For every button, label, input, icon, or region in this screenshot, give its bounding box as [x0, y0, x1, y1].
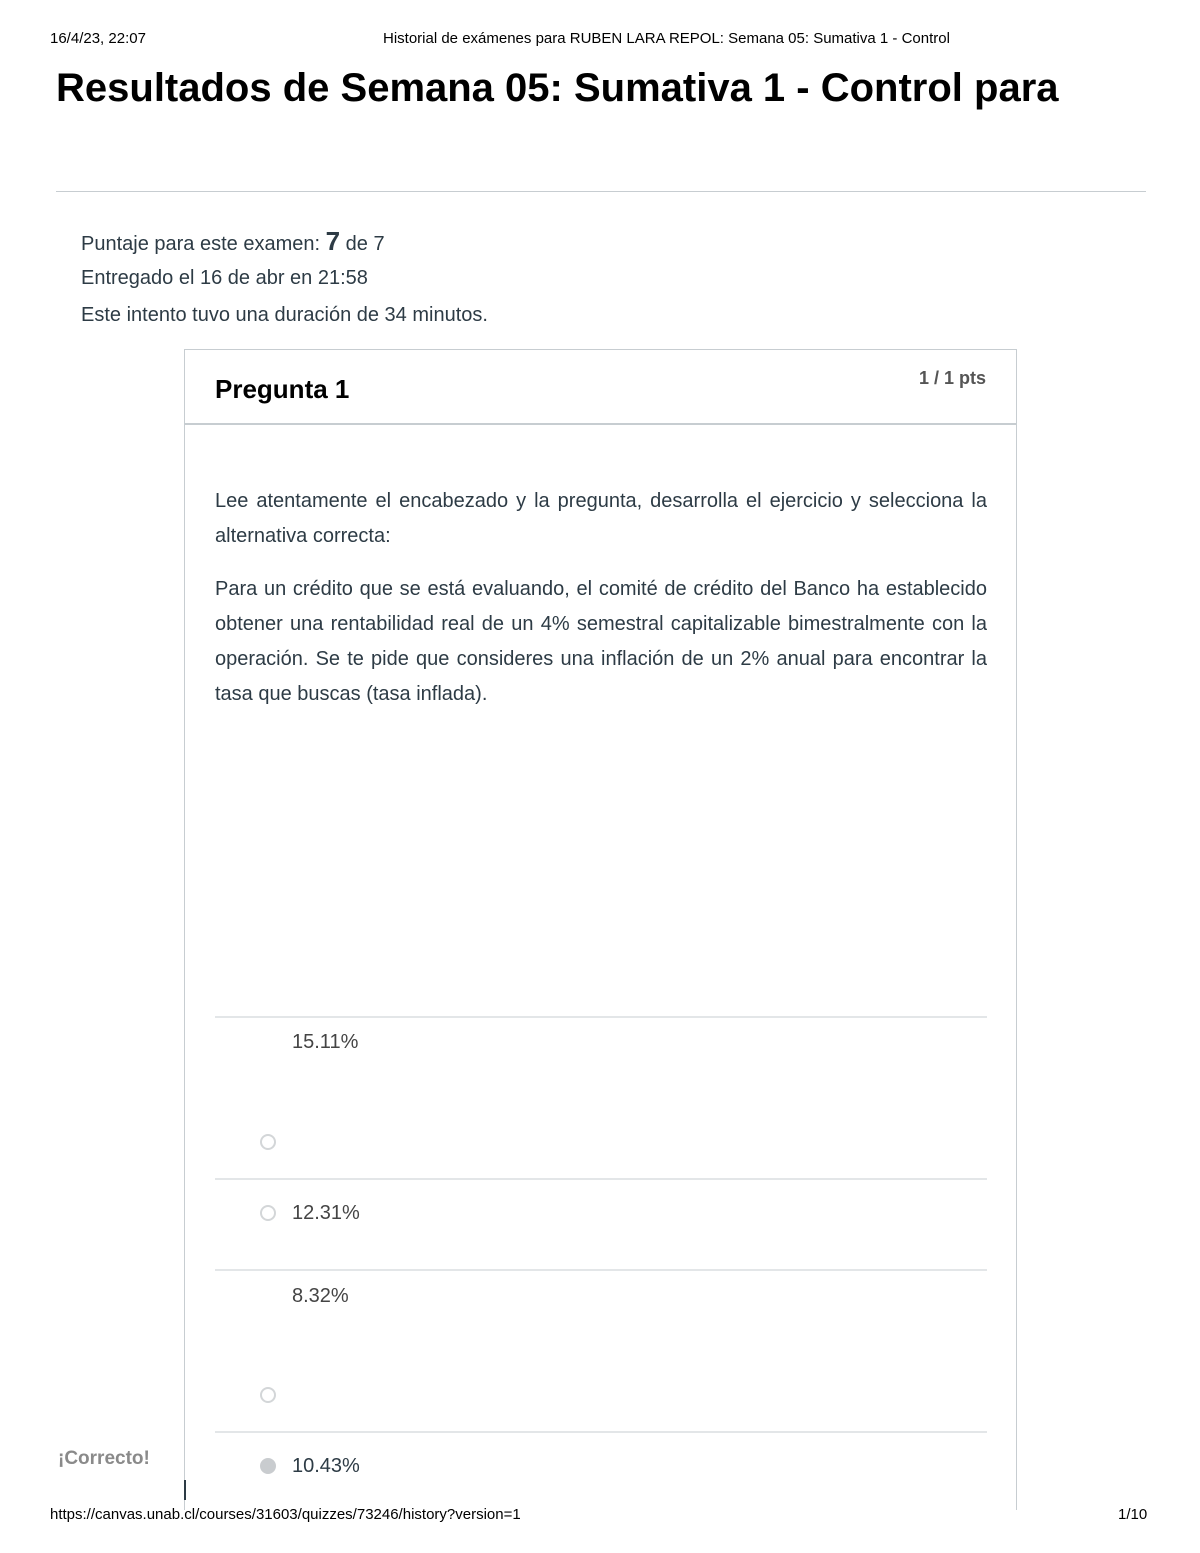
answer-divider [215, 1178, 987, 1180]
correct-answer-marker [184, 1480, 186, 1500]
question-header [185, 350, 1016, 425]
score-suffix: de 7 [340, 233, 385, 255]
question-text [215, 484, 987, 730]
duration-line: Este intento tuvo una duración de 34 minutos. [81, 304, 488, 326]
question-title: Pregunta 1 [215, 374, 350, 404]
correct-answer-flag: ¡Correcto! [58, 1448, 150, 1469]
answer-option-label: 12.31% [292, 1202, 360, 1224]
answer-radio-selected[interactable] [260, 1458, 276, 1474]
answer-divider [215, 1016, 987, 1018]
answer-divider [215, 1269, 987, 1271]
question-paragraph: Lee atentamente el encabezado y la pregunta, desarrolla el ejercicio y selecciona la alternativa correcta: [215, 490, 987, 547]
question-card [184, 349, 1017, 1510]
quiz-summary [81, 224, 488, 335]
question-paragraph: Para un crédito que se está evaluando, el comité de crédito del Banco ha establecido obtener una rentabilidad real de un 4% semestral capitalizable bimestralmente con la operación. Se te pide que consideres una inflación de un 2% anual para encontrar la tasa que buscas (tasa inflada). [215, 578, 987, 705]
answer-radio[interactable] [260, 1134, 276, 1150]
answer-radio[interactable] [260, 1205, 276, 1221]
divider [56, 191, 1146, 192]
submitted-line: Entregado el 16 de abr en 21:58 [81, 267, 368, 289]
print-date: 16/4/23, 22:07 [50, 30, 146, 47]
answer-option-label: 15.11% [292, 1031, 359, 1053]
score-value: 7 [325, 226, 341, 256]
score-prefix: Puntaje para este examen: [81, 233, 326, 255]
print-footer-url: https://canvas.unab.cl/courses/31603/quizzes/73246/history?version=1 [50, 1506, 521, 1523]
answer-option-label: 8.32% [292, 1285, 349, 1307]
answer-option-label: 10.43% [292, 1455, 360, 1477]
answer-divider [215, 1431, 987, 1433]
print-header-title: Historial de exámenes para RUBEN LARA REPOL: Semana 05: Sumativa 1 - Control [383, 30, 950, 47]
score-line [81, 224, 488, 261]
print-footer-page: 1/10 [1118, 1506, 1148, 1523]
question-points: 1 / 1 pts [918, 368, 986, 388]
page-title: Resultados de Semana 05: Sumativa 1 - Control para [56, 66, 1059, 110]
answer-radio[interactable] [260, 1387, 276, 1403]
